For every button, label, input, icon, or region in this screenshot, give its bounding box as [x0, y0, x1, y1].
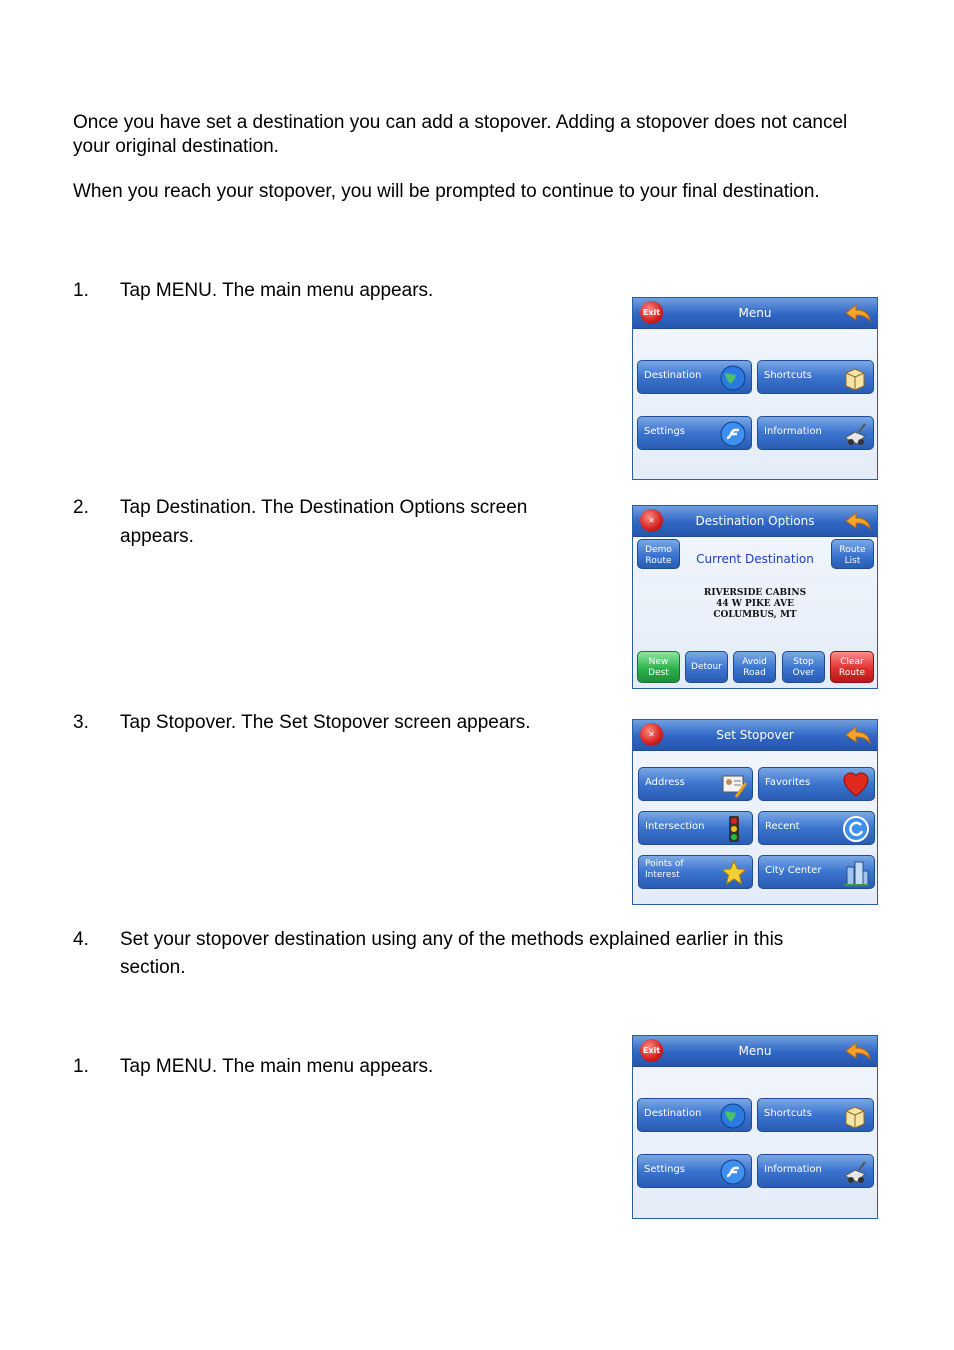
city-icon — [842, 859, 870, 887]
set-stopover-title: Set Stopover — [716, 728, 794, 742]
shortcuts-label: Shortcuts — [764, 1108, 812, 1119]
city-center-button[interactable] — [758, 855, 875, 889]
step-4-text-line2: section. — [120, 957, 186, 978]
demo-route-label-1: Demo — [645, 545, 672, 555]
favorites-button[interactable] — [758, 767, 875, 801]
exit-button[interactable]: Exit — [640, 301, 663, 324]
points-of-interest-button[interactable] — [638, 855, 753, 889]
menu-title: Menu — [738, 306, 772, 320]
destination-button[interactable] — [637, 1098, 752, 1132]
box-icon — [841, 1102, 869, 1130]
settings-button[interactable] — [637, 416, 752, 450]
back-arrow-icon[interactable] — [842, 303, 872, 323]
step-b1-number: 1. — [73, 1056, 89, 1077]
information-button[interactable] — [757, 416, 874, 450]
intersection-button[interactable] — [638, 811, 753, 845]
address-button[interactable] — [638, 767, 753, 801]
globe-icon — [719, 1102, 747, 1130]
shortcuts-button[interactable] — [757, 1098, 874, 1132]
step-4-text-line1: Set your stopover destination using any of the methods explained earlier in this — [120, 929, 784, 950]
step-2-text-line2: appears. — [120, 526, 194, 547]
intro-paragraph-1: Once you have set a destination you can add a stopover. Adding a stopover does not cancel your original destination. — [73, 112, 848, 157]
new-dest-button[interactable] — [637, 651, 680, 683]
clear-route-label-1: Clear — [840, 657, 864, 667]
clear-route-button[interactable] — [830, 651, 874, 683]
settings-icon — [719, 1158, 747, 1186]
star-icon — [720, 859, 748, 887]
settings-button[interactable] — [637, 1154, 752, 1188]
step-3-number: 3. — [73, 712, 89, 733]
destination-options-title: Destination Options — [695, 514, 815, 528]
destination-options-title-bar — [633, 506, 877, 537]
city-center-label: City Center — [765, 865, 822, 876]
route-list-label-1: Route — [839, 545, 866, 555]
current-destination-label: Current Destination — [696, 552, 814, 566]
back-arrow-icon[interactable] — [842, 725, 872, 745]
back-arrow-icon[interactable] — [842, 511, 872, 531]
close-icon[interactable]: ✕ — [640, 509, 663, 532]
settings-label: Settings — [644, 1164, 686, 1175]
poi-label-1: Points of — [645, 859, 684, 869]
destination-button[interactable] — [637, 360, 752, 394]
address-card-icon — [720, 771, 748, 799]
menu-title-bar — [633, 1036, 877, 1067]
demo-route-label-2: Route — [645, 556, 672, 566]
route-list-label-2: List — [844, 556, 861, 566]
step-3-text: Tap Stopover. The Set Stopover screen appears. — [120, 712, 531, 733]
poi-label-2: Interest — [645, 870, 680, 880]
new-dest-label-1: New — [648, 657, 669, 667]
globe-icon — [719, 364, 747, 392]
route-list-button[interactable] — [831, 539, 874, 569]
settings-icon — [719, 420, 747, 448]
set-stopover-screenshot — [632, 719, 878, 905]
gps-device-icon — [841, 1158, 869, 1186]
box-icon — [841, 364, 869, 392]
menu-screenshot-2 — [632, 1035, 878, 1219]
avoid-road-label-1: Avoid — [742, 657, 767, 667]
detour-label: Detour — [691, 662, 722, 672]
address-line-3: COLUMBUS, MT — [713, 610, 797, 620]
favorites-label: Favorites — [765, 777, 811, 788]
information-label: Information — [764, 1164, 822, 1175]
stop-over-label-2: Over — [792, 668, 815, 678]
heart-icon — [842, 771, 870, 799]
gps-device-icon — [841, 420, 869, 448]
step-2-text-line1: Tap Destination. The Destination Options screen — [120, 497, 528, 518]
intro-paragraph-2: When you reach your stopover, you will be prompted to continue to your final destination. — [73, 181, 820, 202]
shortcuts-button[interactable] — [757, 360, 874, 394]
clear-route-label-2: Route — [838, 668, 866, 678]
stop-over-label-1: Stop — [793, 657, 814, 667]
destination-label: Destination — [644, 1108, 702, 1119]
traffic-light-icon — [720, 815, 748, 843]
address-line-1: RIVERSIDE CABINS — [703, 588, 807, 598]
shortcuts-label: Shortcuts — [764, 370, 812, 381]
detour-button[interactable] — [685, 651, 728, 683]
step-4-number: 4. — [73, 929, 89, 950]
stop-over-button[interactable] — [782, 651, 825, 683]
back-arrow-icon[interactable] — [842, 1041, 872, 1061]
intersection-label: Intersection — [645, 821, 705, 832]
step-2-number: 2. — [73, 497, 89, 518]
avoid-road-label-2: Road — [743, 668, 766, 678]
destination-options-screenshot — [632, 505, 878, 689]
information-label: Information — [764, 426, 822, 437]
poi-label — [645, 859, 684, 881]
recent-icon — [842, 815, 870, 843]
menu-screenshot — [632, 297, 878, 480]
menu-title-bar — [633, 298, 877, 329]
recent-button[interactable] — [758, 811, 875, 845]
menu-title: Menu — [738, 1044, 772, 1058]
recent-label: Recent — [765, 821, 800, 832]
step-1-number: 1. — [73, 280, 89, 301]
address-label: Address — [645, 777, 685, 788]
close-icon[interactable]: ✕ — [640, 723, 663, 746]
step-1-text: Tap MENU. The main menu appears. — [120, 280, 434, 301]
destination-label: Destination — [644, 370, 702, 381]
step-b1-text: Tap MENU. The main menu appears. — [120, 1056, 434, 1077]
set-stopover-title-bar — [633, 720, 877, 751]
demo-route-button[interactable] — [637, 539, 680, 569]
avoid-road-button[interactable] — [733, 651, 776, 683]
new-dest-label-2: Dest — [648, 668, 669, 678]
exit-button[interactable]: Exit — [640, 1039, 663, 1062]
address-line-2: 44 W PIKE AVE — [716, 599, 794, 609]
settings-label: Settings — [644, 426, 686, 437]
information-button[interactable] — [757, 1154, 874, 1188]
